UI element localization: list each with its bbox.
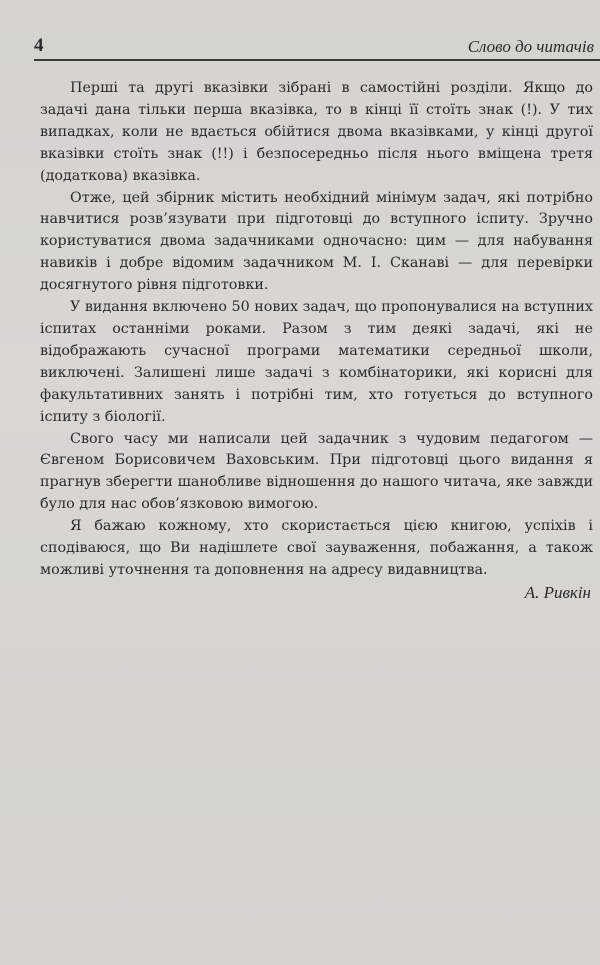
page-header	[34, 36, 594, 58]
author-signature: А. Ривкін	[524, 582, 591, 602]
paragraph-3: У видання включено 50 нових задач, що пропонувалися на вступних іспитах останніми роками. Разом з тим деякі задачі, які не відображають сучасної програми математики середньої школи, виключені. Залишені лише задачі з комбінаторики, які корисні для факультативних занять і потрібні тим, хто готується до вступного іспиту з біології.	[40, 299, 593, 425]
header-rule	[34, 59, 600, 61]
page-body	[40, 78, 593, 604]
paragraph-2: Отже, цей збірник містить необхідний мінімум задач, які потрібно навчитися розв’язувати при підготовці до вступного іспиту. Зручно користуватися двома задачниками одночасно: цим — для набування навиків і добре відомим задачником М. І. Сканаві — для перевірки досягнутого рівня підготовки.	[40, 189, 593, 294]
paragraph-1: Перші та другі вказівки зібрані в самостійні розділи. Якщо до задачі дана тільки перша вказівка, то в кінці її стоїть знак (!). У тих випадках, коли не вдається обійтися двома вказівками, у кінці другої вказівки стоїть знак (!!) і безпосередньо після нього вміщена третя (додаткова) вказівка.	[40, 80, 593, 184]
paragraph-4: Свого часу ми написали цей задачник з чудовим педагогом — Євгеном Борисовичем Ваховським. При підготовці цього видання я прагнув зберегти шанобливе відношення до нашого читача, яке завжди було для нас обов’язковою вимогою.	[40, 430, 593, 513]
page-number: 4	[34, 35, 44, 56]
running-title: Слово до читачів	[467, 37, 594, 56]
paragraph-5: Я бажаю кожному, хто скористається цією книгою, успіхів і сподіваюся, що Ви надішлете свої зауваження, побажання, а також можливі уточнення та доповнення на адресу видавництва.	[40, 518, 593, 578]
